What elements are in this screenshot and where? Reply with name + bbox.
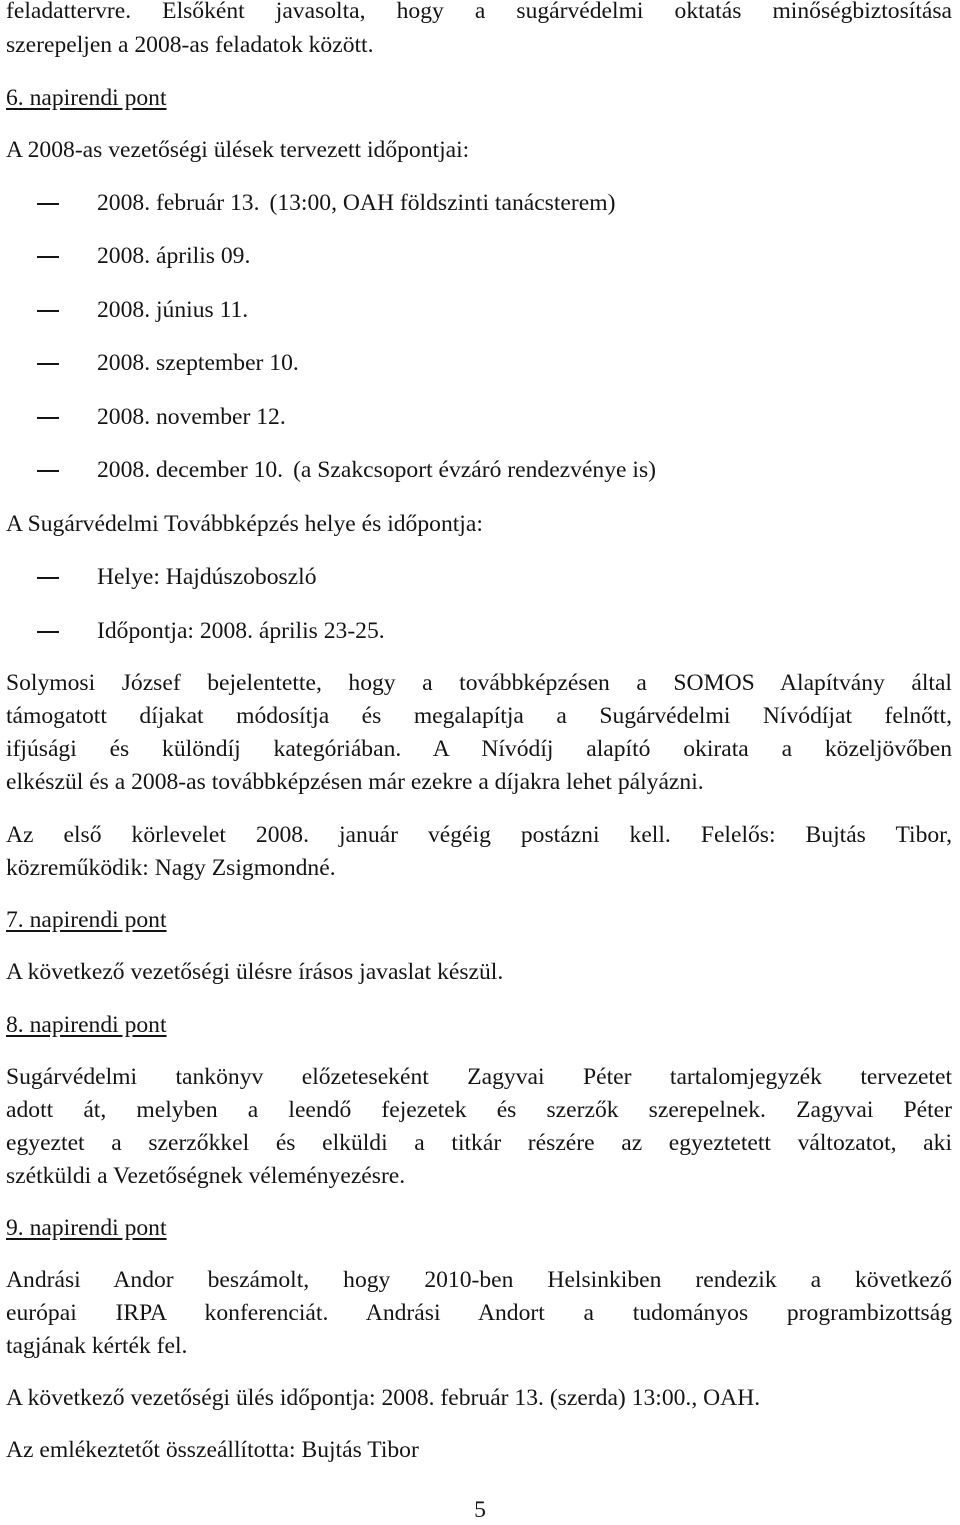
paragraph-line: közreműködik: Nagy Zsigmondné. — [6, 855, 336, 881]
dash-bullet — [37, 631, 59, 633]
meeting-date-item — [37, 295, 248, 325]
meeting-date-item — [37, 402, 286, 432]
section-8-heading: 8. napirendi pont — [6, 1012, 167, 1038]
training-item — [37, 562, 317, 592]
meeting-date: 2008. április 09. — [97, 243, 251, 269]
dash-bullet — [37, 470, 59, 472]
paragraph-line: Solymosi József bejelentette, hogy a továbbképzésen a SOMOS Alapítvány által — [6, 670, 952, 696]
paragraph-line: Sugárvédelmi tankönyv előzeteseként Zagyvai Péter tartalomjegyzék tervezetet — [6, 1064, 952, 1090]
paragraph-line: támogatott díjakat módosítja és megalapítja a Sugárvédelmi Nívódíjat felnőtt, — [6, 703, 952, 729]
paragraph-line: szétküldi a Vezetőségnek véleményezésre. — [6, 1163, 406, 1189]
training-intro: A Sugárvédelmi Továbbképzés helye és időpontja: — [6, 511, 483, 537]
meeting-date-item — [37, 455, 656, 485]
dash-bullet — [37, 310, 59, 312]
dash-bullet — [37, 577, 59, 579]
compiled-by: Az emlékeztetőt összeállította: Bujtás Tibor — [6, 1437, 419, 1463]
section-9-heading: 9. napirendi pont — [6, 1215, 167, 1241]
meeting-note: (a Szakcsoport évzáró rendezvénye is) — [293, 457, 656, 483]
paragraph-line: európai IRPA konferenciát. Andrási Andort a tudományos programbizottság — [6, 1300, 952, 1326]
page-number: 5 — [474, 1497, 486, 1523]
section-7-text: A következő vezetőségi ülésre írásos javaslat készül. — [6, 959, 504, 985]
dash-bullet — [37, 256, 59, 258]
section-7-heading: 7. napirendi pont — [6, 907, 167, 933]
meetings-intro: A 2008-as vezetőségi ülések tervezett időpontjai: — [6, 137, 470, 163]
training-location: Helye: Hajdúszoboszló — [97, 564, 317, 590]
training-item — [37, 616, 385, 646]
meeting-date: 2008. szeptember 10. — [97, 350, 299, 376]
next-meeting: A következő vezetőségi ülés időpontja: 2008. február 13. (szerda) 13:00., OAH. — [6, 1385, 761, 1411]
dash-bullet — [37, 363, 59, 365]
meeting-date: 2008. november 12. — [97, 404, 286, 430]
meeting-date: 2008. december 10. — [97, 457, 284, 483]
paragraph-line: Andrási Andor beszámolt, hogy 2010-ben Helsinkiben rendezik a következő — [6, 1267, 952, 1293]
meeting-date-item — [37, 348, 299, 378]
paragraph-line: Az első körlevelet 2008. január végéig postázni kell. Felelős: Bujtás Tibor, — [6, 822, 952, 848]
paragraph-line: adott át, melyben a leendő fejezetek és szerzők szerepelnek. Zagyvai Péter — [6, 1097, 952, 1123]
training-date: Időpontja: 2008. április 23-25. — [97, 618, 385, 644]
dash-bullet — [37, 203, 59, 205]
paragraph-line: ifjúsági és különdíj kategóriában. A Nívódíj alapító okirata a közeljövőben — [6, 736, 952, 762]
meeting-date-item — [37, 188, 615, 218]
meeting-note: (13:00, OAH földszinti tanácsterem) — [269, 190, 616, 216]
section-6-heading: 6. napirendi pont — [6, 85, 167, 111]
intro-line-2: szerepeljen a 2008-as feladatok között. — [6, 32, 374, 58]
meeting-date-item — [37, 241, 250, 271]
meeting-date: 2008. június 11. — [97, 297, 249, 323]
meeting-date: 2008. február 13. — [97, 190, 260, 216]
intro-line-1: feladattervre. Elsőként javasolta, hogy a sugárvédelmi oktatás minőségbiztosítása — [6, 0, 952, 24]
paragraph-line: elkészül és a 2008-as továbbképzésen már ezekre a díjakra lehet pályázni. — [6, 769, 704, 795]
paragraph-line: tagjának kérték fel. — [6, 1333, 188, 1359]
dash-bullet — [37, 417, 59, 419]
paragraph-line: egyeztet a szerzőkkel és elküldi a titkár részére az egyeztetett változatot, aki — [6, 1130, 952, 1156]
